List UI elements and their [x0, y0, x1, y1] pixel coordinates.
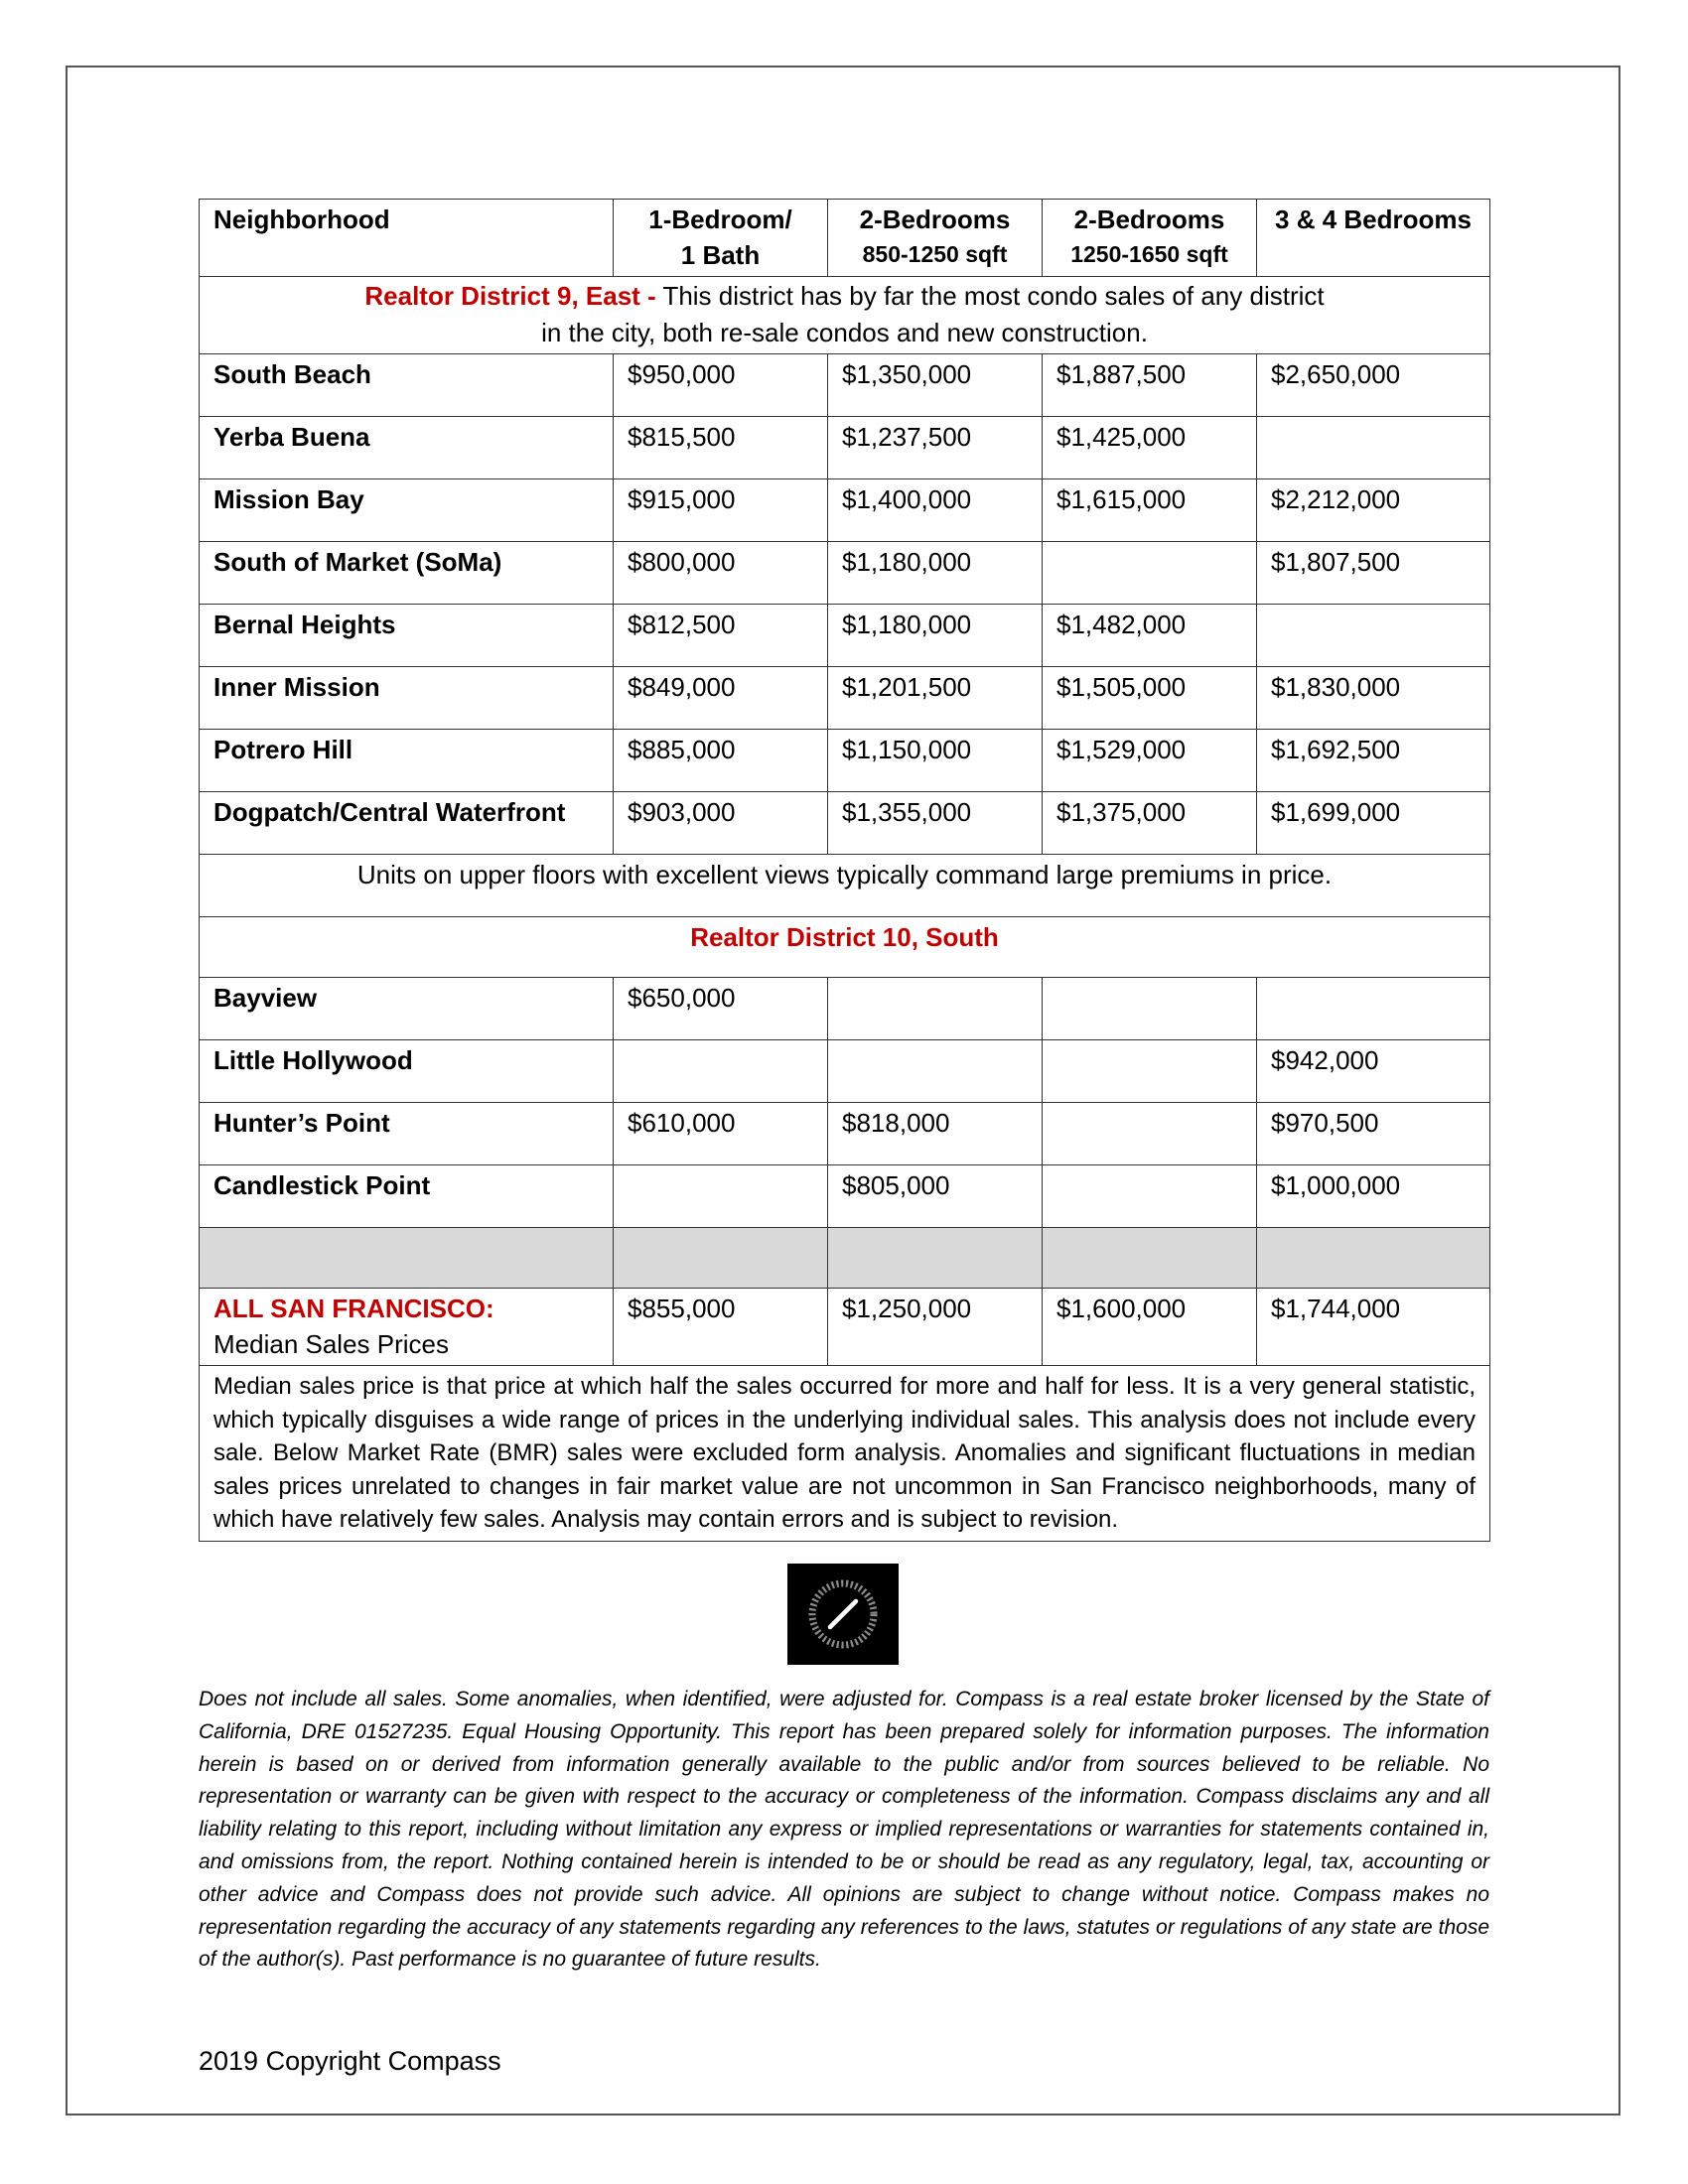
district-10-row — [200, 917, 1490, 978]
price-3-4-bedroom: $1,744,000 — [1257, 1289, 1490, 1366]
price-1-bedroom: $815,500 — [614, 417, 828, 479]
compass-dial-icon — [803, 1574, 883, 1654]
table-row — [200, 978, 1490, 1040]
price-1-bedroom: $855,000 — [614, 1289, 828, 1366]
header-neighborhood: Neighborhood — [200, 200, 614, 277]
district-9-title: Realtor District 9, East - — [364, 281, 656, 311]
price-2-bedroom-small: $1,350,000 — [828, 354, 1043, 417]
price-1-bedroom: $885,000 — [614, 730, 828, 792]
price-1-bedroom — [614, 1165, 828, 1228]
spacer-row — [200, 1228, 1490, 1289]
district-9-row — [200, 277, 1490, 354]
table-row — [200, 730, 1490, 792]
header-2-bedroom-small — [828, 200, 1043, 277]
median-footnote: Median sales price is that price at which half the sales occurred for more and half for less. It is a very general statistic, which typically disguises a wide range of prices in the underlying individual sales. This analysis does not include every sale. Below Market Rate (BMR) sales were excluded form analysis. Anomalies and significant fluctuations in median sales prices unrelated to changes in fair market value are not uncommon in San Francisco neighborhoods, many of which have relatively few sales. Analysis may contain errors and is subject to revision. — [200, 1366, 1490, 1542]
district-9-desc-line2: in the city, both re-sale condos and new construction. — [541, 318, 1148, 347]
table-row — [200, 417, 1490, 479]
price-2-bedroom-large — [1043, 978, 1257, 1040]
table-row — [200, 1165, 1490, 1228]
neighborhood-name: Candlestick Point — [200, 1165, 614, 1228]
spacer-cell — [200, 1228, 614, 1289]
district-9-description — [200, 277, 1490, 354]
spacer-cell — [1257, 1228, 1490, 1289]
price-2-bedroom-large: $1,425,000 — [1043, 417, 1257, 479]
price-1-bedroom: $849,000 — [614, 667, 828, 730]
price-3-4-bedroom: $942,000 — [1257, 1040, 1490, 1103]
table-row — [200, 354, 1490, 417]
price-2-bedroom-small: $818,000 — [828, 1103, 1043, 1165]
price-3-4-bedroom: $1,699,000 — [1257, 792, 1490, 855]
neighborhood-name: Hunter’s Point — [200, 1103, 614, 1165]
neighborhood-name: Dogpatch/Central Waterfront — [200, 792, 614, 855]
footnote-row — [200, 1366, 1490, 1542]
header-2-bedroom-large-line1: 2-Bedrooms — [1073, 205, 1225, 234]
header-2-bedroom-large — [1043, 200, 1257, 277]
price-2-bedroom-small: $1,180,000 — [828, 605, 1043, 667]
views-note: Units on upper floors with excellent views typically command large premiums in price. — [200, 855, 1490, 917]
neighborhood-name: Mission Bay — [200, 479, 614, 542]
price-2-bedroom-small: $805,000 — [828, 1165, 1043, 1228]
price-2-bedroom-large — [1043, 1103, 1257, 1165]
table-row — [200, 479, 1490, 542]
price-2-bedroom-large: $1,600,000 — [1043, 1289, 1257, 1366]
header-2-bedroom-large-line2: 1250-1650 sqft — [1070, 241, 1228, 267]
table-row — [200, 792, 1490, 855]
neighborhood-name: South Beach — [200, 354, 614, 417]
price-2-bedroom-large: $1,375,000 — [1043, 792, 1257, 855]
header-3-4-bedrooms: 3 & 4 Bedrooms — [1257, 200, 1490, 277]
price-2-bedroom-small: $1,180,000 — [828, 542, 1043, 605]
price-2-bedroom-large: $1,505,000 — [1043, 667, 1257, 730]
price-2-bedroom-small: $1,400,000 — [828, 479, 1043, 542]
district-9-desc-line1: This district has by far the most condo sales of any district — [655, 281, 1325, 311]
price-2-bedroom-small: $1,150,000 — [828, 730, 1043, 792]
views-note-row — [200, 855, 1490, 917]
spacer-cell — [1043, 1228, 1257, 1289]
price-2-bedroom-large: $1,887,500 — [1043, 354, 1257, 417]
neighborhood-name: Yerba Buena — [200, 417, 614, 479]
price-1-bedroom — [614, 1040, 828, 1103]
neighborhood-name: South of Market (SoMa) — [200, 542, 614, 605]
price-3-4-bedroom: $970,500 — [1257, 1103, 1490, 1165]
price-3-4-bedroom: $1,000,000 — [1257, 1165, 1490, 1228]
compass-logo-icon — [787, 1564, 899, 1665]
price-1-bedroom: $650,000 — [614, 978, 828, 1040]
price-3-4-bedroom: $2,650,000 — [1257, 354, 1490, 417]
price-3-4-bedroom — [1257, 978, 1490, 1040]
table-row — [200, 542, 1490, 605]
price-2-bedroom-large — [1043, 1040, 1257, 1103]
price-3-4-bedroom: $1,830,000 — [1257, 667, 1490, 730]
price-3-4-bedroom — [1257, 605, 1490, 667]
neighborhood-name: Bayview — [200, 978, 614, 1040]
all-sf-sublabel: Median Sales Prices — [213, 1329, 449, 1359]
copyright-notice: 2019 Copyright Compass — [199, 2046, 501, 2076]
neighborhood-name: Inner Mission — [200, 667, 614, 730]
price-2-bedroom-small: $1,250,000 — [828, 1289, 1043, 1366]
price-2-bedroom-small: $1,237,500 — [828, 417, 1043, 479]
header-1-bedroom-line2: 1 Bath — [680, 240, 761, 270]
all-san-francisco-row — [200, 1289, 1490, 1366]
price-2-bedroom-large — [1043, 1165, 1257, 1228]
price-1-bedroom: $915,000 — [614, 479, 828, 542]
table-row — [200, 667, 1490, 730]
table-header-row — [200, 200, 1490, 277]
header-2-bedroom-small-line2: 850-1250 sqft — [862, 241, 1008, 267]
price-2-bedroom-large: $1,615,000 — [1043, 479, 1257, 542]
neighborhood-name: Little Hollywood — [200, 1040, 614, 1103]
median-prices-table — [199, 199, 1490, 1542]
header-1-bedroom — [614, 200, 828, 277]
price-2-bedroom-large — [1043, 542, 1257, 605]
header-1-bedroom-line1: 1-Bedroom/ — [648, 205, 792, 234]
price-1-bedroom: $903,000 — [614, 792, 828, 855]
neighborhood-name: Bernal Heights — [200, 605, 614, 667]
price-2-bedroom-small — [828, 1040, 1043, 1103]
price-3-4-bedroom: $1,692,500 — [1257, 730, 1490, 792]
price-2-bedroom-large: $1,529,000 — [1043, 730, 1257, 792]
spacer-cell — [614, 1228, 828, 1289]
price-2-bedroom-small — [828, 978, 1043, 1040]
price-1-bedroom: $610,000 — [614, 1103, 828, 1165]
legal-disclaimer: Does not include all sales. Some anomalies, when identified, were adjusted for. Compass is a real estate broker licensed by the State of California, DRE 01527235. Equal Housing Opportunity. This report has been prepared solely for information purposes. The information herein is based on or derived from information generally available to the public and/or from sources believed to be reliable. No representation or warranty can be given with respect to the accuracy or completeness of the information. Compass disclaims any and all liability relating to this report, including without limitation any express or implied representations or warranties for statements contained in, and omissions from, the report. Nothing contained herein is intended to be or should be read as any regulatory, legal, tax, accounting or other advice and Compass does not provide such advice. All opinions are subject to change without notice. Compass makes no representation regarding the accuracy of any statements regarding any references to the laws, statutes or regulations of any state are those of the author(s). Past performance is no guarantee of future results. — [199, 1688, 1489, 1972]
price-2-bedroom-small: $1,355,000 — [828, 792, 1043, 855]
price-3-4-bedroom: $2,212,000 — [1257, 479, 1490, 542]
district-10-title: Realtor District 10, South — [690, 922, 999, 952]
price-2-bedroom-small: $1,201,500 — [828, 667, 1043, 730]
table-row — [200, 605, 1490, 667]
all-sf-label-cell — [200, 1289, 614, 1366]
district-10-cell — [200, 917, 1490, 978]
price-3-4-bedroom — [1257, 417, 1490, 479]
price-3-4-bedroom: $1,807,500 — [1257, 542, 1490, 605]
price-1-bedroom: $812,500 — [614, 605, 828, 667]
spacer-cell — [828, 1228, 1043, 1289]
neighborhood-name: Potrero Hill — [200, 730, 614, 792]
price-1-bedroom: $950,000 — [614, 354, 828, 417]
all-sf-label: ALL SAN FRANCISCO: — [213, 1294, 494, 1323]
header-2-bedroom-small-line1: 2-Bedrooms — [859, 205, 1011, 234]
table-row — [200, 1040, 1490, 1103]
price-1-bedroom: $800,000 — [614, 542, 828, 605]
price-2-bedroom-large: $1,482,000 — [1043, 605, 1257, 667]
table-row — [200, 1103, 1490, 1165]
